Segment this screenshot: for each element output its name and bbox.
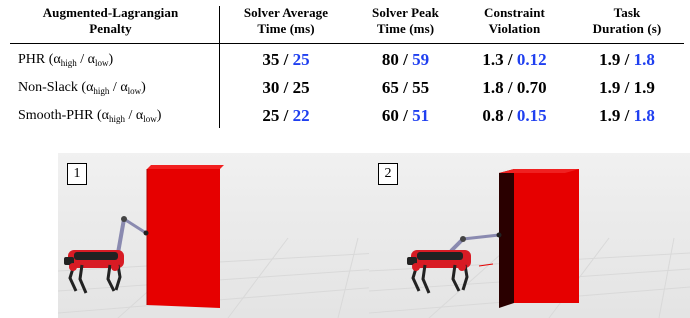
row-label: Smooth-PHR $(\alpha_{high} / \alpha_{low})$ bbox=[18, 108, 162, 124]
violation-cell: 1.8 / 0.70 bbox=[482, 78, 547, 97]
sim-scene-1 bbox=[58, 153, 379, 318]
panel-badge: 1 bbox=[67, 163, 87, 185]
quadruped-robot bbox=[407, 233, 502, 294]
header-penalty: Augmented-Lagrangian Penalty bbox=[42, 5, 179, 36]
peak-time-cell: 80 / 59 bbox=[381, 50, 430, 69]
violation-cell: 0.8 / 0.15 bbox=[482, 106, 547, 125]
header-duration: Task Duration (s) bbox=[592, 5, 662, 36]
red-box bbox=[147, 165, 224, 308]
row-label: PHR $(\alpha_{high} / \alpha_{low})$ bbox=[18, 52, 114, 68]
peak-time-cell: 65 / 55 bbox=[381, 78, 430, 97]
sim-panel-1 bbox=[58, 153, 379, 318]
duration-cell: 1.9 / 1.8 bbox=[599, 50, 655, 69]
column-divider bbox=[219, 6, 220, 128]
avg-time-cell: 30 / 25 bbox=[262, 78, 310, 97]
header-divider bbox=[10, 43, 684, 44]
duration-cell: 1.9 / 1.9 bbox=[599, 78, 655, 97]
peak-time-cell: 60 / 51 bbox=[381, 106, 430, 125]
avg-time-cell: 35 / 25 bbox=[262, 50, 310, 69]
panel-badge: 2 bbox=[378, 163, 398, 185]
red-box bbox=[499, 169, 579, 308]
header-peak-time: Solver Peak Time (ms) bbox=[372, 5, 439, 36]
sim-scene-2 bbox=[369, 153, 690, 318]
avg-time-cell: 25 / 22 bbox=[262, 106, 310, 125]
header-avg-time: Solver Average Time (ms) bbox=[243, 5, 329, 36]
duration-cell: 1.9 / 1.8 bbox=[599, 106, 655, 125]
header-violation: Constraint Violation bbox=[484, 5, 545, 36]
sim-panel-2 bbox=[369, 153, 690, 318]
results-table bbox=[0, 0, 690, 140]
quadruped-robot bbox=[64, 216, 149, 293]
violation-cell: 1.3 / 0.12 bbox=[482, 50, 547, 69]
row-label: Non-Slack $(\alpha_{high} / \alpha_{low})$ bbox=[18, 80, 146, 96]
